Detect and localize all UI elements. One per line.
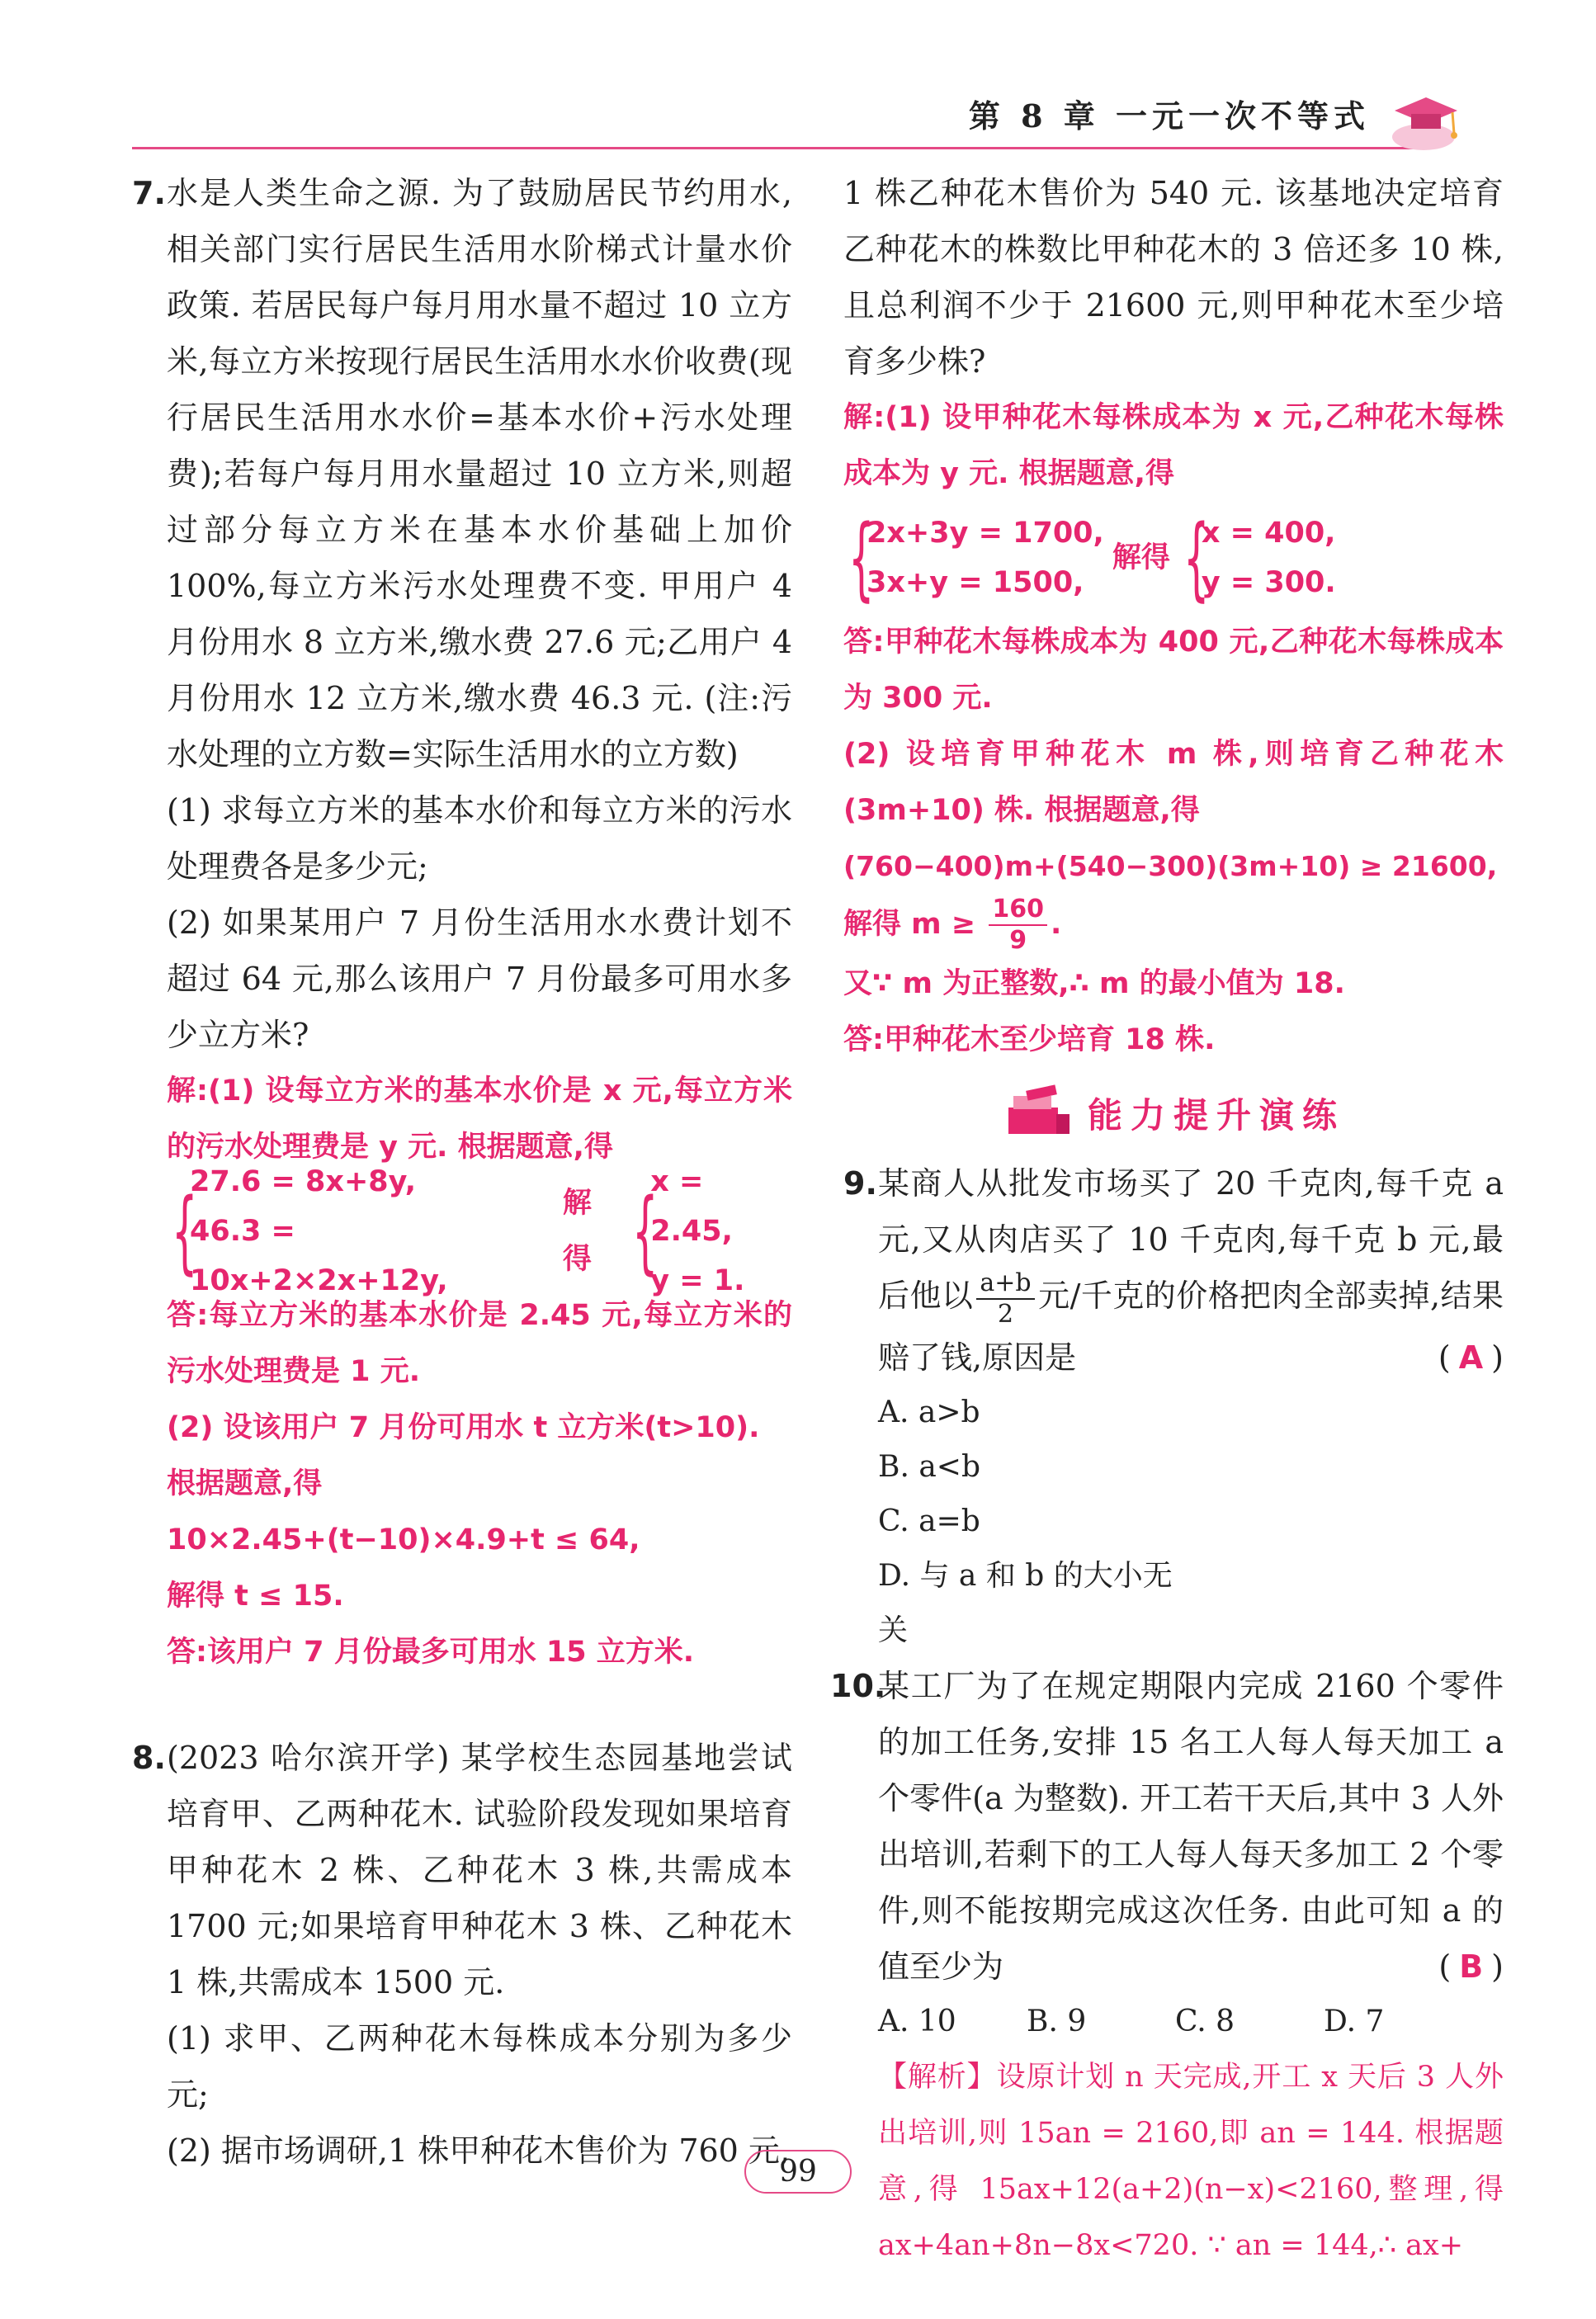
option-b: B. a<b <box>878 1449 981 1484</box>
right-column <box>830 165 1504 2274</box>
solution-2-answer: 答:该用户 7 月份最多可用水 15 立方米. <box>167 1636 695 1669</box>
answer-choice: B <box>1459 1948 1484 1985</box>
solution-2-setup: 根据题意,得 <box>167 1467 323 1500</box>
equation-2: 3x+y = 1500, <box>866 566 1084 599</box>
question-number: 8. <box>132 1740 166 1776</box>
books-icon <box>1002 1084 1076 1142</box>
question-text-body: 某工厂为了在规定期限内完成 2160 个零件的加工任务,安排 15 名工人每人每天加工 a 个零件(a 为整数). 开工若干天后,其中 3 人外出培训,若剩下的工人每人每天多加工 2 个零件,则不能按期完成这次任务. 由此可知 a 的值至少为 <box>878 1667 1504 1985</box>
question-part-2: (2) 如果某用户 7 月份生活用水水费计划不超过 64 元,那么该用户 7 月份最多可用水多少立方米? <box>167 904 792 1053</box>
analysis: 【解析】设原计划 n 天完成,开工 x 天后 3 人外出培训,则 15an = 2160,即 an = 144. 根据题意,得 15ax+12(a+2)(n−x)<2160,整理,得 ax+4an+8n−8x<720. ∵ an = 144,∴ ax+ <box>878 2060 1504 2262</box>
solution-1-answer: 答:每立方米的基本水价是 2.45 元,每立方米的污水处理费是 1 元. <box>167 1299 792 1388</box>
result-1: x = 400, <box>1201 517 1336 550</box>
equation-system <box>132 1165 792 1297</box>
question-text <box>843 1155 1504 1386</box>
header-rule <box>132 147 1419 149</box>
fraction-numerator: a+b <box>976 1268 1034 1300</box>
solution-2-intro: (2) 设该用户 7 月份可用水 t 立方米(t>10). <box>167 1411 760 1444</box>
option-c: C. a=b <box>878 1504 980 1538</box>
solve-label: 解得 <box>562 1187 592 1276</box>
question-part-1: (1) 求每立方米的基本水价和每立方米的污水处理费各是多少元; <box>167 792 792 885</box>
answer-bracket: ( B ) <box>1438 1948 1504 1985</box>
graduation-cap-icon <box>1378 79 1469 158</box>
option-a: A. a>b <box>878 1395 980 1429</box>
question-number: 10. <box>830 1667 886 1704</box>
left-brace-icon: { <box>1183 505 1210 611</box>
solution-2-inequality: (760−400)m+(540−300)(3m+10) ≥ 21600, <box>843 850 1498 882</box>
solution-2-intro: (2) 设培育甲种花木 m 株,则培育乙种花木 (3m+10) 株. 根据题意,得 <box>843 738 1504 827</box>
result-2: y = 1. <box>650 1264 745 1297</box>
option-d: D. 与 a 和 b 的大小无关 <box>878 1558 1173 1647</box>
left-brace-icon: { <box>172 1178 198 1284</box>
solution-2-answer: 答:甲种花木至少培育 18 株. <box>843 1023 1216 1056</box>
page-number: 99 <box>744 2150 852 2194</box>
left-brace-icon: { <box>632 1178 659 1284</box>
section-heading <box>843 1076 1504 1150</box>
page-header <box>132 79 1469 153</box>
question-8-continued <box>843 165 1504 1068</box>
result-suffix: . <box>1050 908 1062 941</box>
answer-choice: A <box>1458 1339 1484 1376</box>
options <box>843 1995 1504 2049</box>
solution-2-inequality: 10×2.45+(t−10)×4.9+t ≤ 64, <box>167 1523 640 1556</box>
options <box>843 1386 1504 1658</box>
equation-1: 27.6 = 8x+8y, <box>190 1165 417 1198</box>
question-7 <box>132 165 792 1680</box>
option-b: B. 9 <box>1027 2004 1087 2038</box>
question-number: 9. <box>843 1165 877 1202</box>
question-part-2-start: (2) 据市场调研,1 株甲种花木售价为 760 元, <box>167 2132 791 2169</box>
fraction <box>976 1268 1034 1330</box>
left-brace-icon: { <box>848 505 875 611</box>
solve-label: 解得 <box>1112 541 1170 574</box>
question-text: (2023 哈尔滨开学) 某学校生态园基地尝试培育甲、乙两种花木. 试验阶段发现如果培育甲种花木 2 株、乙种花木 3 株,共需成本 1700 元;如果培育甲种花木 3 株、乙种花木 1 株,共需成本 1500 元. <box>167 1740 792 2000</box>
answer-bracket: ( A ) <box>1438 1339 1504 1376</box>
question-8 <box>132 1730 792 2179</box>
equation-2: 46.3 = 10x+2×2x+12y, <box>190 1215 448 1297</box>
solution-2-integer-note: 又∵ m 为正整数,∴ m 的最小值为 18. <box>843 967 1345 1000</box>
question-text <box>843 1658 1504 1995</box>
option-a: A. 10 <box>878 2004 956 2038</box>
page-footer <box>0 2150 1596 2194</box>
question-number: 7. <box>132 175 166 211</box>
equation-1: 2x+3y = 1700, <box>866 517 1104 550</box>
solution-1-intro: 解:(1) 设甲种花木每株成本为 x 元,乙种花木每株成本为 y 元. 根据题意,得 <box>843 401 1504 490</box>
question-text: 水是人类生命之源. 为了鼓励居民节约用水,相关部门实行居民生活用水阶梯式计量水价政策. 若居民每户每月用水量不超过 10 立方米,每立方米按现行居民生活用水水价收费(现行居民生活用水水价=基本水价+污水处理费);若每户每月用水量超过 10 立方米,则超过部分每立方米在基本水价基础上加价 100%,每立方米污水处理费不变. 甲用户 4 月份用水 8 立方米,缴水费 27.6 元;乙用户 4 月份用水 12 立方米,缴水费 46.3 元. (注:污水处理的立方数=实际生活用水的立方数) <box>167 175 792 772</box>
solution-1-answer: 答:甲种花木每株成本为 400 元,乙种花木每株成本为 300 元. <box>843 626 1504 715</box>
section-title: 能力提升演练 <box>1087 1095 1345 1136</box>
result-1: x = 2.45, <box>650 1165 733 1248</box>
fraction-denominator: 2 <box>997 1299 1014 1329</box>
left-column <box>132 165 792 2179</box>
question-part-2-end: 1 株乙种花木售价为 540 元. 该基地决定培育乙种花木的株数比甲种花木的 3 倍还多 10 株,且总利润不少于 21600 元,则甲种花木至少培育多少株? <box>843 175 1504 380</box>
chapter-title: 第 8 章 一元一次不等式 <box>968 97 1370 135</box>
question-part-1: (1) 求甲、乙两种花木每株成本分别为多少元; <box>167 2020 792 2113</box>
option-c: C. 8 <box>1175 2004 1235 2038</box>
question-9 <box>843 1155 1504 1658</box>
equation-system <box>843 502 1504 614</box>
solution-2-result: 解得 t ≤ 15. <box>167 1580 344 1613</box>
result-prefix: 解得 m ≥ <box>843 908 976 941</box>
fraction <box>989 895 1047 956</box>
solution-2-result <box>843 895 1504 956</box>
option-d: D. 7 <box>1324 2004 1385 2038</box>
question-text-part-b: 元/千克的价格把肉全部卖掉,结果赔了钱,原因是 <box>878 1278 1504 1376</box>
fraction-numerator: 160 <box>989 895 1047 926</box>
fraction-denominator: 9 <box>1009 926 1027 955</box>
question-text-part-a: 某商人从批发市场买了 20 千克肉,每千克 a 元,又从肉店买了 10 千克肉,每千克 b 元,最后他以 <box>878 1165 1504 1314</box>
solution-1-intro: 解:(1) 设每立方米的基本水价是 x 元,每立方米的污水处理费是 y 元. 根据题意,得 <box>167 1074 792 1164</box>
result-2: y = 300. <box>1201 566 1336 599</box>
